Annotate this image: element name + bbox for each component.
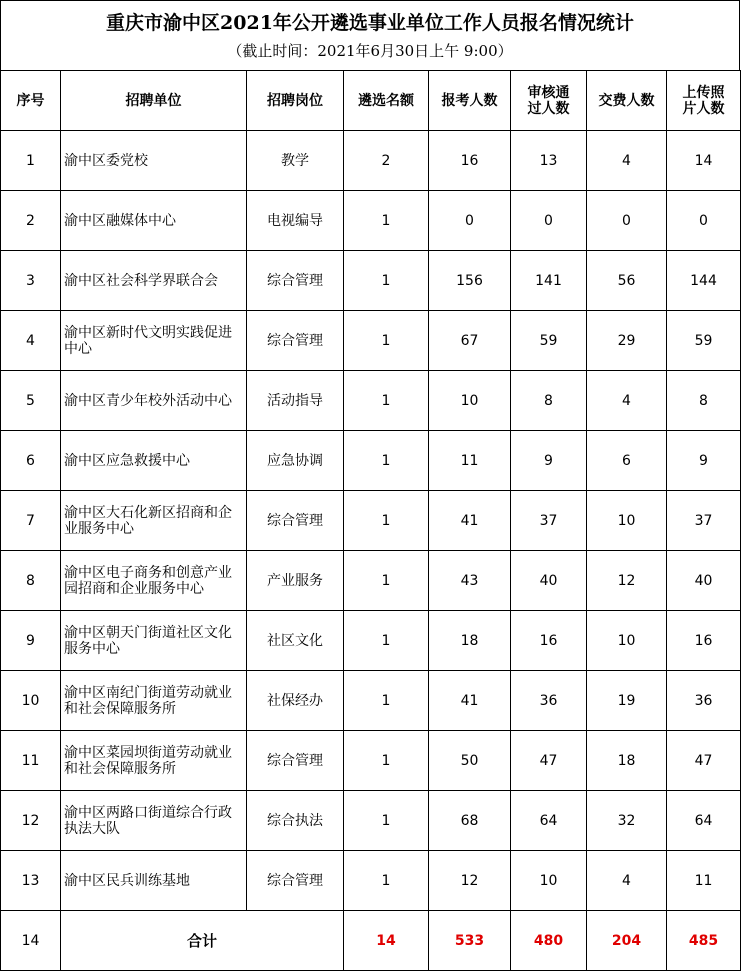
table-row (1, 431, 741, 491)
cell-index: 12 (1, 791, 61, 851)
total-photos: 485 (667, 911, 741, 971)
cell-photos: 47 (667, 731, 741, 791)
cell-paid: 10 (587, 491, 667, 551)
cell-post: 教学 (247, 131, 344, 191)
cell-unit: 渝中区电子商务和创意产业园招商和企业服务中心 (61, 551, 247, 611)
title-block (0, 0, 740, 70)
cell-approved: 36 (511, 671, 587, 731)
header-approved: 审核通过人数 (511, 71, 587, 131)
cell-approved: 141 (511, 251, 587, 311)
table-row (1, 551, 741, 611)
header-quota: 遴选名额 (344, 71, 429, 131)
cell-post: 综合管理 (247, 731, 344, 791)
cell-quota: 1 (344, 791, 429, 851)
cell-applicants: 156 (429, 251, 511, 311)
cell-applicants: 10 (429, 371, 511, 431)
cell-approved: 16 (511, 611, 587, 671)
cell-approved: 13 (511, 131, 587, 191)
cell-photos: 37 (667, 491, 741, 551)
cell-applicants: 67 (429, 311, 511, 371)
cell-unit: 渝中区社会科学界联合会 (61, 251, 247, 311)
cell-unit: 渝中区青少年校外活动中心 (61, 371, 247, 431)
cell-post: 综合管理 (247, 311, 344, 371)
cell-index: 9 (1, 611, 61, 671)
header-post: 招聘岗位 (247, 71, 344, 131)
cell-applicants: 68 (429, 791, 511, 851)
cell-quota: 1 (344, 851, 429, 911)
total-quota: 14 (344, 911, 429, 971)
cell-approved: 40 (511, 551, 587, 611)
table-row (1, 311, 741, 371)
cell-approved: 8 (511, 371, 587, 431)
header-paid: 交费人数 (587, 71, 667, 131)
cell-quota: 1 (344, 491, 429, 551)
cell-applicants: 11 (429, 431, 511, 491)
cell-index: 2 (1, 191, 61, 251)
cell-applicants: 18 (429, 611, 511, 671)
cell-paid: 4 (587, 851, 667, 911)
cell-paid: 12 (587, 551, 667, 611)
cell-index: 4 (1, 311, 61, 371)
cell-approved: 9 (511, 431, 587, 491)
cell-photos: 36 (667, 671, 741, 731)
cell-unit: 渝中区应急救援中心 (61, 431, 247, 491)
cell-photos: 8 (667, 371, 741, 431)
cell-applicants: 50 (429, 731, 511, 791)
cell-quota: 1 (344, 191, 429, 251)
cell-index: 11 (1, 731, 61, 791)
total-paid: 204 (587, 911, 667, 971)
table-row (1, 491, 741, 551)
table-row (1, 371, 741, 431)
cell-approved: 0 (511, 191, 587, 251)
cell-paid: 32 (587, 791, 667, 851)
table-row (1, 131, 741, 191)
cell-quota: 1 (344, 251, 429, 311)
cell-photos: 16 (667, 611, 741, 671)
total-approved: 480 (511, 911, 587, 971)
cell-post: 综合执法 (247, 791, 344, 851)
table-row (1, 191, 741, 251)
cell-index: 7 (1, 491, 61, 551)
cell-unit: 渝中区朝天门街道社区文化服务中心 (61, 611, 247, 671)
cell-post: 活动指导 (247, 371, 344, 431)
cell-photos: 64 (667, 791, 741, 851)
total-row (1, 911, 741, 971)
cell-unit: 渝中区融媒体中心 (61, 191, 247, 251)
cell-quota: 1 (344, 371, 429, 431)
page-title: 重庆市渝中区2021年公开遴选事业单位工作人员报名情况统计 (106, 12, 634, 34)
cell-paid: 4 (587, 371, 667, 431)
cell-unit: 渝中区新时代文明实践促进中心 (61, 311, 247, 371)
cell-applicants: 41 (429, 671, 511, 731)
cell-index: 5 (1, 371, 61, 431)
cell-photos: 0 (667, 191, 741, 251)
cell-photos: 144 (667, 251, 741, 311)
cell-post: 社区文化 (247, 611, 344, 671)
cell-paid: 19 (587, 671, 667, 731)
cell-unit: 渝中区民兵训练基地 (61, 851, 247, 911)
cell-photos: 14 (667, 131, 741, 191)
cell-unit: 渝中区菜园坝街道劳动就业和社会保障服务所 (61, 731, 247, 791)
cell-index: 13 (1, 851, 61, 911)
cell-index: 1 (1, 131, 61, 191)
table-row (1, 671, 741, 731)
cell-applicants: 43 (429, 551, 511, 611)
cell-paid: 56 (587, 251, 667, 311)
cell-paid: 10 (587, 611, 667, 671)
total-label: 合计 (61, 911, 344, 971)
cell-photos: 40 (667, 551, 741, 611)
table-row (1, 251, 741, 311)
cell-paid: 29 (587, 311, 667, 371)
table-row (1, 611, 741, 671)
cell-paid: 4 (587, 131, 667, 191)
cell-index: 6 (1, 431, 61, 491)
header-row (1, 71, 741, 131)
cell-applicants: 41 (429, 491, 511, 551)
table-row (1, 791, 741, 851)
header-applicants: 报考人数 (429, 71, 511, 131)
cell-quota: 1 (344, 431, 429, 491)
cell-paid: 18 (587, 731, 667, 791)
cell-photos: 11 (667, 851, 741, 911)
cell-quota: 1 (344, 731, 429, 791)
cell-unit: 渝中区委党校 (61, 131, 247, 191)
cell-index: 8 (1, 551, 61, 611)
cell-post: 综合管理 (247, 251, 344, 311)
cell-photos: 59 (667, 311, 741, 371)
header-unit: 招聘单位 (61, 71, 247, 131)
total-index: 14 (1, 911, 61, 971)
cell-applicants: 16 (429, 131, 511, 191)
cell-approved: 59 (511, 311, 587, 371)
table-row (1, 851, 741, 911)
registration-table (0, 70, 741, 971)
cell-post: 综合管理 (247, 851, 344, 911)
cell-unit: 渝中区大石化新区招商和企业服务中心 (61, 491, 247, 551)
cell-unit: 渝中区南纪门街道劳动就业和社会保障服务所 (61, 671, 247, 731)
cell-quota: 1 (344, 671, 429, 731)
deadline-subtitle: （截止时间：2021年6月30日上午 9:00） (227, 42, 513, 60)
cell-quota: 1 (344, 611, 429, 671)
total-applicants: 533 (429, 911, 511, 971)
cell-post: 社保经办 (247, 671, 344, 731)
cell-approved: 47 (511, 731, 587, 791)
cell-approved: 64 (511, 791, 587, 851)
cell-post: 电视编导 (247, 191, 344, 251)
cell-applicants: 0 (429, 191, 511, 251)
header-index: 序号 (1, 71, 61, 131)
cell-approved: 37 (511, 491, 587, 551)
cell-quota: 1 (344, 551, 429, 611)
cell-post: 产业服务 (247, 551, 344, 611)
cell-paid: 0 (587, 191, 667, 251)
cell-photos: 9 (667, 431, 741, 491)
header-photos: 上传照片人数 (667, 71, 741, 131)
cell-quota: 2 (344, 131, 429, 191)
cell-quota: 1 (344, 311, 429, 371)
cell-index: 10 (1, 671, 61, 731)
table-body (1, 131, 741, 911)
cell-applicants: 12 (429, 851, 511, 911)
table-row (1, 731, 741, 791)
cell-unit: 渝中区两路口街道综合行政执法大队 (61, 791, 247, 851)
cell-paid: 6 (587, 431, 667, 491)
cell-approved: 10 (511, 851, 587, 911)
cell-index: 3 (1, 251, 61, 311)
cell-post: 综合管理 (247, 491, 344, 551)
cell-post: 应急协调 (247, 431, 344, 491)
